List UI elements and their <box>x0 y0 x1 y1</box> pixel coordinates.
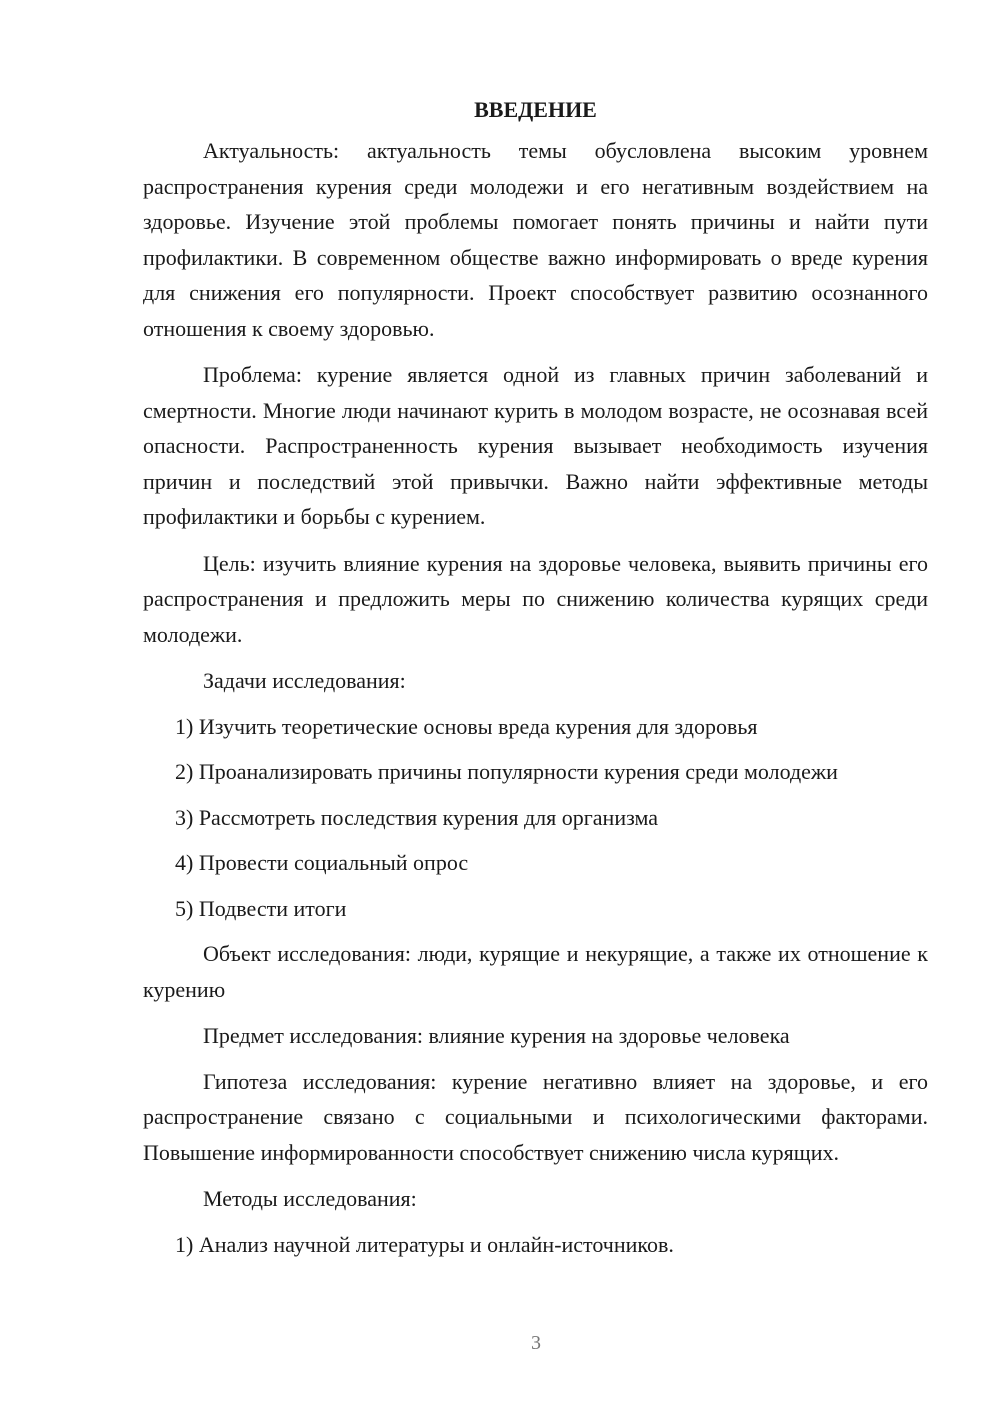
paragraph-relevance: Актуальность: актуальность темы обусловлена высоким уровнем распространения курения среди молодежи и его негативным воздействием на здоровье. Изучение этой проблемы помогает понять причины и найти пути профилактики. В современном обществе важно информировать о вреде курения для снижения его популярности. Проект способствует развитию осознанного отношения к своему здоровью. <box>143 138 928 341</box>
paragraph-object: Объект исследования: люди, курящие и некурящие, а также их отношение к курению <box>143 941 928 1002</box>
methods-list <box>143 1227 928 1263</box>
list-item: 5) Подвести итоги <box>175 895 347 921</box>
list-item: 1) Анализ научной литературы и онлайн-источников. <box>175 1231 674 1257</box>
paragraph-subject: Предмет исследования: влияние курения на здоровье человека <box>203 1023 790 1048</box>
list-item: 1) Изучить теоретические основы вреда курения для здоровья <box>175 713 758 739</box>
list-item: 2) Проанализировать причины популярности курения среди молодежи <box>175 759 838 784</box>
tasks-list <box>143 709 928 927</box>
list-item: 4) Провести социальный опрос <box>175 850 469 875</box>
document-page <box>143 92 928 1272</box>
section-title: ВВЕДЕНИЕ <box>474 97 597 122</box>
tasks-heading: Задачи исследования: <box>203 668 406 693</box>
page-number: 3 <box>531 1332 541 1354</box>
list-item: 3) Рассмотреть последствия курения для организма <box>175 804 659 830</box>
paragraph-goal: Цель: изучить влияние курения на здоровье человека, выявить причины его распространения и предложить меры по снижению количества курящих среди молодежи. <box>143 550 928 647</box>
paragraph-hypothesis: Гипотеза исследования: курение негативно влияет на здоровье, и его распространение связано с социальными и психологическими факторами. Повышение информированности способствует снижению числа курящих. <box>143 1068 928 1165</box>
methods-heading: Методы исследования: <box>203 1186 417 1211</box>
paragraph-problem: Проблема: курение является одной из главных причин заболеваний и смертности. Многие люди начинают курить в молодом возрасте, не осознавая всей опасности. Распространенность курения вызывает необходимость изучения причин и последствий этой привычки. Важно найти эффективные методы профилактики и борьбы с курением. <box>143 362 928 529</box>
